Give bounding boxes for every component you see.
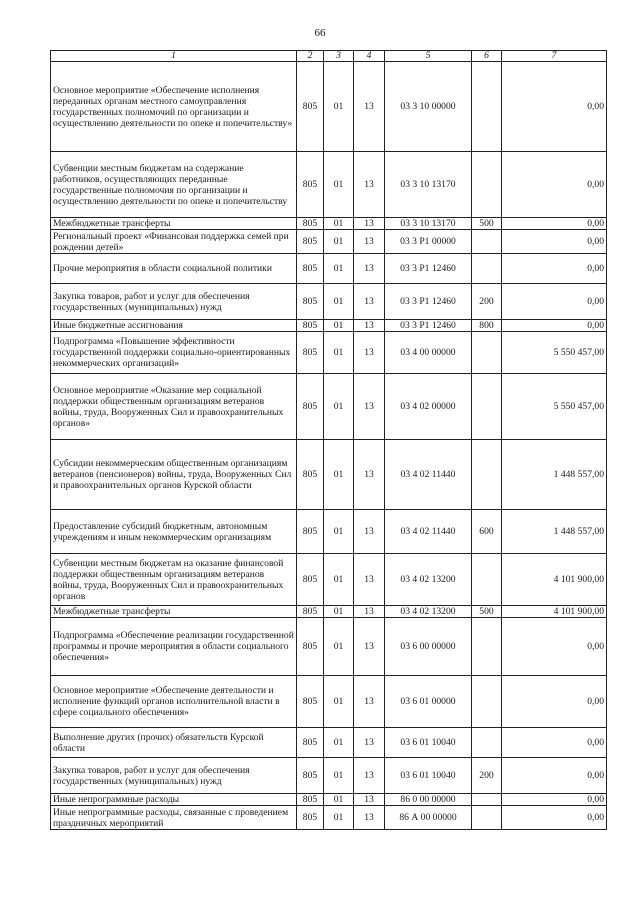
table-row — [51, 728, 607, 758]
cell-amount: 1 448 557,00 — [502, 510, 607, 554]
table-row — [51, 284, 607, 320]
cell-name: Иные непрограммные расходы — [51, 794, 297, 806]
table-row — [51, 794, 607, 806]
cell-pr: 13 — [354, 606, 385, 618]
table-row — [51, 676, 607, 728]
cell-rz: 01 — [324, 152, 354, 218]
cell-amount: 0,00 — [502, 284, 607, 320]
cell-rz: 01 — [324, 794, 354, 806]
table-row — [51, 218, 607, 230]
cell-name: Иные бюджетные ассигнования — [51, 320, 297, 332]
cell-name: Межбюджетные трансферты — [51, 606, 297, 618]
cell-csr: 03 4 02 11440 — [385, 440, 472, 510]
cell-vr — [472, 554, 502, 606]
cell-amount: 0,00 — [502, 320, 607, 332]
cell-amount: 0,00 — [502, 806, 607, 830]
cell-pr: 13 — [354, 510, 385, 554]
cell-rz: 01 — [324, 284, 354, 320]
cell-vr — [472, 728, 502, 758]
cell-pr: 13 — [354, 254, 385, 284]
cell-amount: 0,00 — [502, 152, 607, 218]
cell-csr: 03 3 P1 12460 — [385, 254, 472, 284]
cell-pr: 13 — [354, 728, 385, 758]
header-cell: 6 — [472, 51, 502, 62]
cell-csr: 03 4 02 13200 — [385, 606, 472, 618]
cell-name: Основное мероприятие «Обеспечение исполнения переданных органам местного самоуправления государственных полномочий по организации и осуществлению деятельности по опеке и попечительству» — [51, 62, 297, 152]
cell-grbs: 805 — [297, 152, 324, 218]
cell-amount: 0,00 — [502, 62, 607, 152]
cell-pr: 13 — [354, 440, 385, 510]
cell-amount: 0,00 — [502, 676, 607, 728]
cell-amount: 1 448 557,00 — [502, 440, 607, 510]
table-row — [51, 554, 607, 606]
cell-amount: 0,00 — [502, 758, 607, 794]
cell-csr: 03 4 02 11440 — [385, 510, 472, 554]
cell-amount: 0,00 — [502, 230, 607, 254]
cell-grbs: 805 — [297, 794, 324, 806]
cell-csr: 03 4 00 00000 — [385, 332, 472, 374]
cell-csr: 03 3 P1 12460 — [385, 284, 472, 320]
cell-grbs: 805 — [297, 254, 324, 284]
cell-amount: 0,00 — [502, 618, 607, 676]
cell-grbs: 805 — [297, 230, 324, 254]
cell-rz: 01 — [324, 606, 354, 618]
cell-csr: 86 А 00 00000 — [385, 806, 472, 830]
cell-pr: 13 — [354, 284, 385, 320]
cell-grbs: 805 — [297, 606, 324, 618]
cell-pr: 13 — [354, 152, 385, 218]
cell-rz: 01 — [324, 806, 354, 830]
cell-vr — [472, 618, 502, 676]
cell-rz: 01 — [324, 230, 354, 254]
header-cell: 3 — [324, 51, 354, 62]
cell-grbs: 805 — [297, 676, 324, 728]
cell-csr: 03 3 10 13170 — [385, 218, 472, 230]
cell-amount: 0,00 — [502, 794, 607, 806]
table-row — [51, 618, 607, 676]
cell-pr: 13 — [354, 62, 385, 152]
cell-amount: 5 550 457,00 — [502, 374, 607, 440]
cell-vr — [472, 230, 502, 254]
cell-grbs: 805 — [297, 806, 324, 830]
cell-vr — [472, 440, 502, 510]
cell-grbs: 805 — [297, 554, 324, 606]
cell-amount: 5 550 457,00 — [502, 332, 607, 374]
cell-rz: 01 — [324, 728, 354, 758]
cell-grbs: 805 — [297, 332, 324, 374]
cell-amount: 0,00 — [502, 728, 607, 758]
cell-vr — [472, 62, 502, 152]
cell-rz: 01 — [324, 218, 354, 230]
cell-csr: 03 3 10 00000 — [385, 62, 472, 152]
cell-amount: 4 101 900,00 — [502, 554, 607, 606]
cell-amount: 4 101 900,00 — [502, 606, 607, 618]
cell-name: Субвенции местным бюджетам на оказание финансовой поддержки общественным организациям ветеранов войны, труда, Вооруженных Сил и правоохранительных органов — [51, 554, 297, 606]
cell-name: Основное мероприятие «Обеспечение деятельности и исполнение функций органов исполнительной власти в сфере социального обеспечения» — [51, 676, 297, 728]
cell-name: Закупка товаров, работ и услуг для обеспечения государственных (муниципальных) нужд — [51, 284, 297, 320]
page-number: 66 — [314, 27, 326, 39]
cell-name: Субсидии некоммерческим общественным организациям ветеранов (пенсионеров) войны, труда, Вооруженных Сил и правоохранительных органов Курской области — [51, 440, 297, 510]
cell-pr: 13 — [354, 554, 385, 606]
cell-grbs: 805 — [297, 284, 324, 320]
cell-rz: 01 — [324, 758, 354, 794]
cell-grbs: 805 — [297, 440, 324, 510]
cell-name: Предоставление субсидий бюджетным, автономным учреждениям и иным некоммерческим организациям — [51, 510, 297, 554]
cell-vr — [472, 676, 502, 728]
cell-rz: 01 — [324, 374, 354, 440]
cell-vr: 600 — [472, 510, 502, 554]
header-row — [51, 51, 607, 62]
cell-name: Прочие мероприятия в области социальной политики — [51, 254, 297, 284]
cell-vr — [472, 254, 502, 284]
cell-grbs: 805 — [297, 510, 324, 554]
header-cell: 4 — [354, 51, 385, 62]
cell-rz: 01 — [324, 62, 354, 152]
budget-table — [50, 50, 607, 830]
cell-vr: 800 — [472, 320, 502, 332]
cell-pr: 13 — [354, 230, 385, 254]
cell-amount: 0,00 — [502, 218, 607, 230]
cell-rz: 01 — [324, 510, 354, 554]
cell-vr: 500 — [472, 606, 502, 618]
cell-pr: 13 — [354, 758, 385, 794]
header-cell: 1 — [51, 51, 297, 62]
cell-grbs: 805 — [297, 758, 324, 794]
cell-csr: 03 6 00 00000 — [385, 618, 472, 676]
cell-csr: 86 0 00 00000 — [385, 794, 472, 806]
table-row — [51, 332, 607, 374]
cell-pr: 13 — [354, 618, 385, 676]
cell-vr — [472, 374, 502, 440]
cell-grbs: 805 — [297, 62, 324, 152]
cell-vr: 500 — [472, 218, 502, 230]
cell-vr: 200 — [472, 758, 502, 794]
cell-name: Закупка товаров, работ и услуг для обеспечения государственных (муниципальных) нужд — [51, 758, 297, 794]
cell-amount: 0,00 — [502, 254, 607, 284]
cell-name: Межбюджетные трансферты — [51, 218, 297, 230]
cell-csr: 03 4 02 00000 — [385, 374, 472, 440]
table-row — [51, 806, 607, 830]
table-row — [51, 152, 607, 218]
cell-vr: 200 — [472, 284, 502, 320]
cell-rz: 01 — [324, 332, 354, 374]
cell-csr: 03 3 10 13170 — [385, 152, 472, 218]
cell-name: Региональный проект «Финансовая поддержка семей при рождении детей» — [51, 230, 297, 254]
cell-rz: 01 — [324, 440, 354, 510]
cell-name: Выполнение других (прочих) обязательств Курской области — [51, 728, 297, 758]
cell-name: Основное мероприятие «Оказание мер социальной поддержки общественным организациям ветеранов войны, труда, Вооруженных Сил и правоохранительных органов» — [51, 374, 297, 440]
cell-rz: 01 — [324, 618, 354, 676]
table-row — [51, 230, 607, 254]
cell-name: Иные непрограммные расходы, связанные с проведением праздничных мероприятий — [51, 806, 297, 830]
cell-pr: 13 — [354, 320, 385, 332]
cell-name: Подпрограмма «Обеспечение реализации государственной программы и прочие мероприятия в области социального обеспечения» — [51, 618, 297, 676]
cell-pr: 13 — [354, 676, 385, 728]
cell-pr: 13 — [354, 332, 385, 374]
cell-pr: 13 — [354, 374, 385, 440]
header-cell: 5 — [385, 51, 472, 62]
cell-csr: 03 6 01 10040 — [385, 758, 472, 794]
cell-rz: 01 — [324, 554, 354, 606]
cell-pr: 13 — [354, 218, 385, 230]
cell-grbs: 805 — [297, 374, 324, 440]
table-row — [51, 758, 607, 794]
cell-csr: 03 6 01 00000 — [385, 676, 472, 728]
table-row — [51, 606, 607, 618]
cell-grbs: 805 — [297, 728, 324, 758]
cell-vr — [472, 152, 502, 218]
cell-grbs: 805 — [297, 618, 324, 676]
cell-pr: 13 — [354, 794, 385, 806]
table-row — [51, 440, 607, 510]
cell-name: Субвенции местным бюджетам на содержание работников, осуществляющих переданные государственные полномочия по организации и осуществлению деятельности по опеке и попечительству — [51, 152, 297, 218]
cell-csr: 03 3 P1 00000 — [385, 230, 472, 254]
cell-vr — [472, 806, 502, 830]
cell-grbs: 805 — [297, 218, 324, 230]
header-cell: 2 — [297, 51, 324, 62]
cell-csr: 03 6 01 10040 — [385, 728, 472, 758]
table-row — [51, 374, 607, 440]
cell-csr: 03 3 P1 12460 — [385, 320, 472, 332]
table-row — [51, 62, 607, 152]
cell-vr — [472, 794, 502, 806]
table-row — [51, 254, 607, 284]
cell-rz: 01 — [324, 676, 354, 728]
cell-vr — [472, 332, 502, 374]
cell-csr: 03 4 02 13200 — [385, 554, 472, 606]
cell-rz: 01 — [324, 320, 354, 332]
cell-name: Подпрограмма «Повышение эффективности государственной поддержки социально-ориентированных некоммерческих организаций» — [51, 332, 297, 374]
header-cell: 7 — [502, 51, 607, 62]
table-row — [51, 510, 607, 554]
cell-pr: 13 — [354, 806, 385, 830]
cell-rz: 01 — [324, 254, 354, 284]
cell-grbs: 805 — [297, 320, 324, 332]
table-row — [51, 320, 607, 332]
